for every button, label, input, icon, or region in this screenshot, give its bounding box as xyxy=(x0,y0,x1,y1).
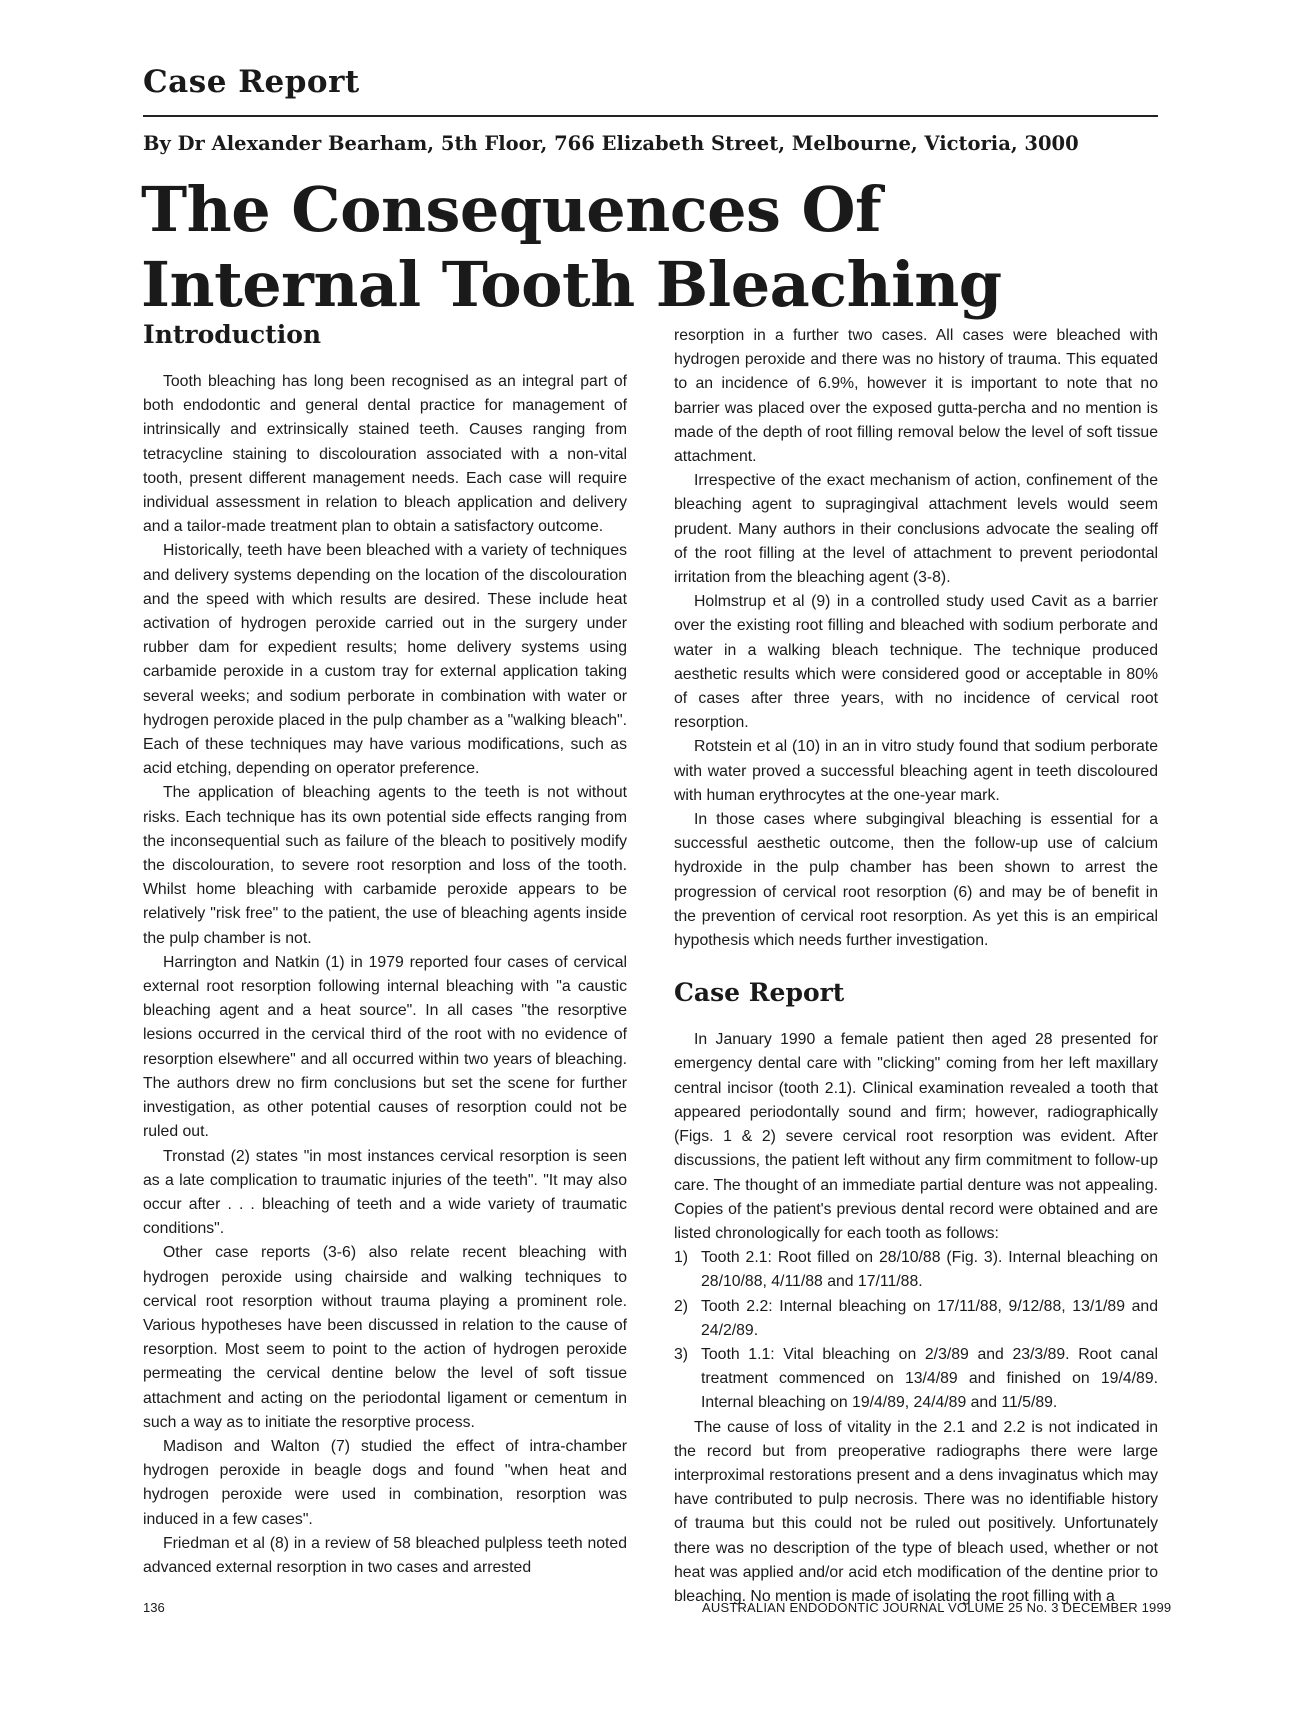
body-paragraph: Tronstad (2) states "in most instances cervical resorption is seen as a late complication to traumatic injuries of the teeth". "It may also occur after . . . bleaching of teeth and a wide variety of traumatic conditions". xyxy=(143,1147,627,1238)
body-paragraph: Harrington and Natkin (1) in 1979 reported four cases of cervical external root resorption following internal bleaching with "a caustic bleaching agent and a heat source". In all cases "the resorptive lesions occurred in the cervical third of the root with no evidence of resorption elsewhere" and all occurred within two years of bleaching. The authors drew no firm conclusions but set the scene for further investigation, as other potential causes of resorption could not be ruled out. xyxy=(143,953,627,1141)
list-item xyxy=(674,1343,1158,1416)
body-paragraph: In January 1990 a female patient then aged 28 presented for emergency dental care with "clicking" coming from her left maxillary central incisor (tooth 2.1). Clinical examination revealed a tooth that appeared periodontally sound and firm; however, radiographically (Figs. 1 & 2) severe cervical root resorption was evident. After discussions, the patient left without any firm commitment to follow-up care. The thought of an immediate partial denture was not appealing. Copies of the patient's previous dental record were obtained and are listed chronologically for each tooth as follows: xyxy=(674,1031,1158,1242)
list-number: 2) xyxy=(674,1297,689,1315)
body-paragraph: Holmstrup et al (9) in a controlled study used Cavit as a barrier over the existing root filling and bleached with sodium perborate and water in a walking bleach technique. The technique produced aesthetic results which were considered good or acceptable in 80% of cases after three years, with no incidence of cervical root resorption. xyxy=(674,593,1158,732)
body-paragraph: Rotstein et al (10) in an in vitro study found that sodium perborate with water proved a successful bleaching agent in teeth discoloured with human erythrocytes at the one-year mark. xyxy=(674,738,1158,804)
body-paragraph: Other case reports (3-6) also relate recent bleaching with hydrogen peroxide using chairside and walking techniques to cervical root resorption without trauma playing a prominent role. Various hypotheses have been discussed in relation to the cause of resorption. Most seem to point to the action of hydrogen peroxide permeating the cervical dentine below the level of soft tissue attachment and acting on the periodontal ligament or cementum in such a way as to initiate the resorptive process. xyxy=(143,1244,627,1431)
author-byline: By Dr Alexander Bearham, 5th Floor, 766 Elizabeth Street, Melbourne, Victoria, 3000 xyxy=(143,132,1079,155)
body-paragraph: The application of bleaching agents to the teeth is not without risks. Each technique has its own potential side effects ranging from the inconsequential such as failure of the bleach to positively modify the discolouration, to severe root resorption and loss of the tooth. Whilst home bleaching with carbamide peroxide appears to be relatively "risk free" to the patient, the use of bleaching agents inside the pulp chamber is not. xyxy=(143,784,627,947)
list-text: Tooth 2.1: Root filled on 28/10/88 (Fig. 3). Internal bleaching on 28/10/88, 4/11/88 and 17/11/88. xyxy=(701,1249,1158,1291)
body-paragraph: The cause of loss of vitality in the 2.1 and 2.2 is not indicated in the record but from preoperative radiographs there were large interproximal restorations present and a dens invaginatus which may have contributed to pulp necrosis. There was no identifiable history of trauma but this could not be ruled out positively. Unfortunately there was no description of the type of bleach used, whether or not heat was applied and/or acid etch modification of the dentine prior to bleaching. No mention is made of isolating the root filling with a xyxy=(674,1418,1158,1605)
list-text: Tooth 2.2: Internal bleaching on 17/11/88, 9/12/88, 13/1/89 and 24/2/89. xyxy=(701,1297,1158,1339)
article-title: The Consequences Of Internal Tooth Bleaching xyxy=(141,173,1002,321)
right-column xyxy=(674,324,1158,1609)
body-paragraph: Friedman et al (8) in a review of 58 bleached pulpless teeth noted advanced external resorption in two cases and arrested xyxy=(143,1534,627,1576)
section-label: Case Report xyxy=(143,64,360,100)
page-number: 136 xyxy=(143,1600,165,1615)
case-report-heading: Case Report xyxy=(674,978,845,1008)
list-number: 3) xyxy=(674,1345,689,1363)
body-paragraph: Historically, teeth have been bleached with a variety of techniques and delivery systems depending on the location of the discolouration and the speed with which results are desired. These include heat activation of hydrogen peroxide carried out in the surgery under rubber dam for expedient results; home delivery systems using carbamide peroxide in a custom tray for external application taking several weeks; and sodium perborate in combination with water or hydrogen peroxide placed in the pulp chamber as a "walking bleach". Each of these techniques may have various modifications, such as acid etching, depending on operator preference. xyxy=(143,542,627,778)
journal-footer: AUSTRALIAN ENDODONTIC JOURNAL VOLUME 25 No. 3 DECEMBER 1999 xyxy=(702,1600,1172,1615)
list-number: 1) xyxy=(674,1249,689,1267)
body-paragraph: In those cases where subgingival bleaching is essential for a successful aesthetic outcome, then the follow-up use of calcium hydroxide in the pulp chamber has been shown to arrest the progression of cervical root resorption (6) and may be of benefit in the prevention of cervical root resorption. As yet this is an empirical hypothesis which needs further investigation. xyxy=(674,811,1158,950)
tooth-history-list xyxy=(674,1246,1158,1415)
body-paragraph: resorption in a further two cases. All cases were bleached with hydrogen peroxide and there was no history of trauma. This equated to an incidence of 6.9%, however it is important to note that no barrier was placed over the exposed gutta-percha and no mention is made of the depth of root filling removal below the level of soft tissue attachment. xyxy=(674,327,1158,466)
list-text: Tooth 1.1: Vital bleaching on 2/3/89 and 23/3/89. Root canal treatment commenced on 13/4/89 and finished on 19/4/89. Internal bleaching on 19/4/89, 24/4/89 and 11/5/89. xyxy=(701,1345,1158,1412)
body-paragraph: Irrespective of the exact mechanism of action, confinement of the bleaching agent to supragingival attachment levels would seem prudent. Many authors in their conclusions advocate the sealing off of the root filling at the level of attachment to prevent periodontal irritation from the bleaching agent (3-8). xyxy=(674,472,1158,587)
header-rule xyxy=(143,115,1158,117)
left-column xyxy=(143,320,627,1580)
list-item xyxy=(674,1295,1158,1343)
body-paragraph: Madison and Walton (7) studied the effect of intra-chamber hydrogen peroxide in beagle dogs and found "when heat and hydrogen peroxide were used in combination, resorption was induced in a few cases". xyxy=(143,1437,627,1528)
introduction-heading: Introduction xyxy=(143,320,322,349)
list-item xyxy=(674,1246,1158,1294)
body-paragraph: Tooth bleaching has long been recognised as an integral part of both endodontic and general dental practice for management of intrinsically and extrinsically stained teeth. Causes ranging from tetracycline staining to discolouration associated with a non-vital tooth, present different management needs. Each case will require individual assessment in relation to bleach application and delivery and a tailor-made treatment plan to obtain a satisfactory outcome. xyxy=(143,373,627,536)
